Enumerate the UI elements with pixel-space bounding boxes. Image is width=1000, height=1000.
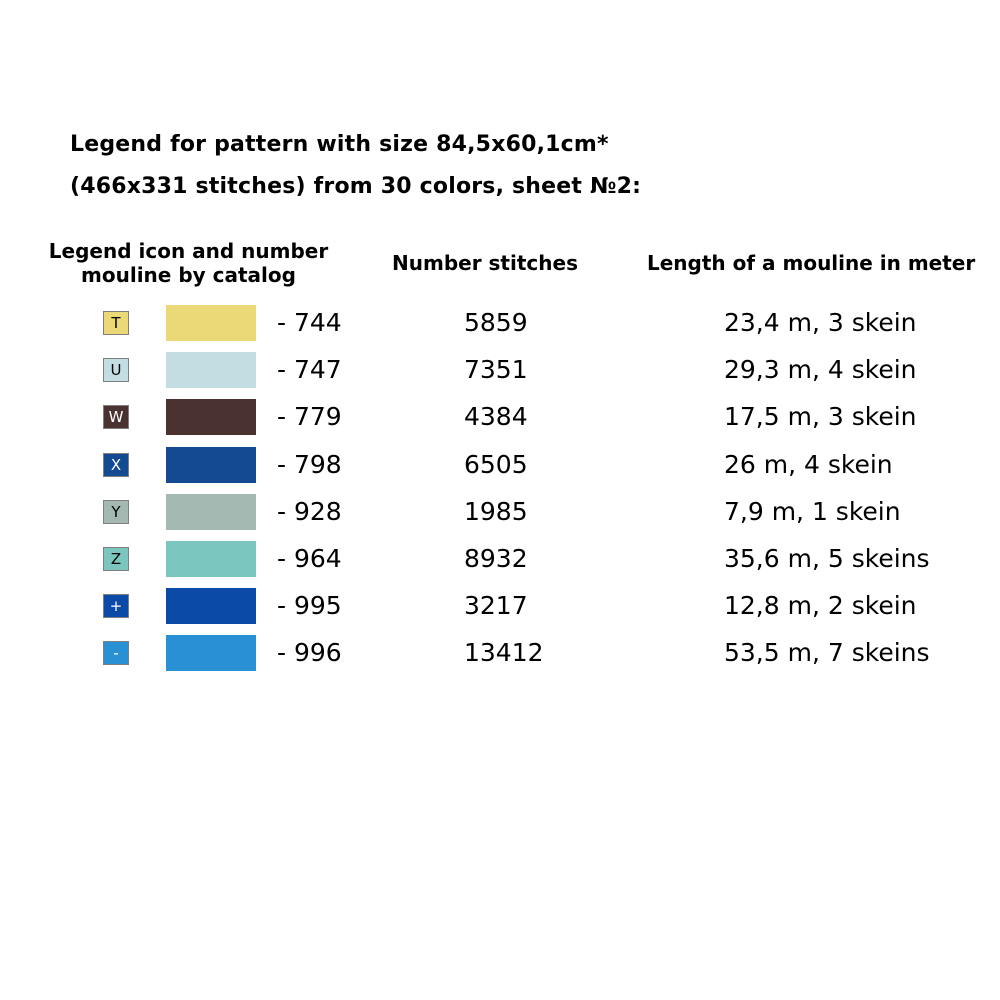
color-swatch bbox=[166, 635, 256, 671]
column-header-legend-line1: Legend icon and number bbox=[48, 239, 329, 263]
legend-row bbox=[0, 635, 1000, 671]
legend-row bbox=[0, 352, 1000, 388]
legend-title-line1: Legend for pattern with size 84,5x60,1cm* bbox=[70, 132, 609, 157]
stitch-count: 7351 bbox=[464, 355, 528, 384]
stitch-symbol-icon: + bbox=[103, 594, 129, 618]
stitch-symbol-icon: W bbox=[103, 405, 129, 429]
color-swatch bbox=[166, 352, 256, 388]
legend-title bbox=[70, 124, 970, 208]
mouline-length: 29,3 m, 4 skein bbox=[724, 355, 917, 384]
mouline-length: 17,5 m, 3 skein bbox=[724, 402, 917, 431]
stitch-count: 3217 bbox=[464, 591, 528, 620]
catalog-number: - 995 bbox=[277, 591, 342, 620]
stitch-symbol-icon: Y bbox=[103, 500, 129, 524]
mouline-length: 26 m, 4 skein bbox=[724, 450, 893, 479]
stitch-symbol-icon: X bbox=[103, 453, 129, 477]
catalog-number: - 964 bbox=[277, 544, 342, 573]
color-swatch bbox=[166, 588, 256, 624]
stitch-symbol-icon: Z bbox=[103, 547, 129, 571]
stitch-symbol-icon: - bbox=[103, 641, 129, 665]
legend-title-line2: (466x331 stitches) from 30 colors, sheet №2: bbox=[70, 174, 642, 199]
column-header-legend-line2: mouline by catalog bbox=[81, 263, 296, 287]
stitch-count: 6505 bbox=[464, 450, 528, 479]
stitch-count: 4384 bbox=[464, 402, 528, 431]
legend-row bbox=[0, 494, 1000, 530]
mouline-length: 12,8 m, 2 skein bbox=[724, 591, 917, 620]
stitch-symbol-icon: U bbox=[103, 358, 129, 382]
catalog-number: - 798 bbox=[277, 450, 342, 479]
legend-row bbox=[0, 447, 1000, 483]
legend-row bbox=[0, 541, 1000, 577]
mouline-length: 35,6 m, 5 skeins bbox=[724, 544, 930, 573]
catalog-number: - 744 bbox=[277, 308, 342, 337]
catalog-number: - 747 bbox=[277, 355, 342, 384]
color-swatch bbox=[166, 399, 256, 435]
mouline-length: 7,9 m, 1 skein bbox=[724, 497, 901, 526]
color-swatch bbox=[166, 447, 256, 483]
legend-row bbox=[0, 305, 1000, 341]
color-swatch bbox=[166, 494, 256, 530]
catalog-number: - 928 bbox=[277, 497, 342, 526]
color-swatch bbox=[166, 305, 256, 341]
stitch-count: 13412 bbox=[464, 638, 544, 667]
legend-row bbox=[0, 399, 1000, 435]
catalog-number: - 996 bbox=[277, 638, 342, 667]
stitch-count: 8932 bbox=[464, 544, 528, 573]
stitch-symbol-icon: T bbox=[103, 311, 129, 335]
mouline-length: 53,5 m, 7 skeins bbox=[724, 638, 930, 667]
stitch-count: 1985 bbox=[464, 497, 528, 526]
column-header-stitches: Number stitches bbox=[392, 251, 578, 275]
column-header-legend bbox=[36, 239, 341, 287]
column-header-length: Length of a mouline in meter bbox=[647, 251, 976, 275]
legend-row bbox=[0, 588, 1000, 624]
stitch-count: 5859 bbox=[464, 308, 528, 337]
mouline-length: 23,4 m, 3 skein bbox=[724, 308, 917, 337]
catalog-number: - 779 bbox=[277, 402, 342, 431]
color-swatch bbox=[166, 541, 256, 577]
